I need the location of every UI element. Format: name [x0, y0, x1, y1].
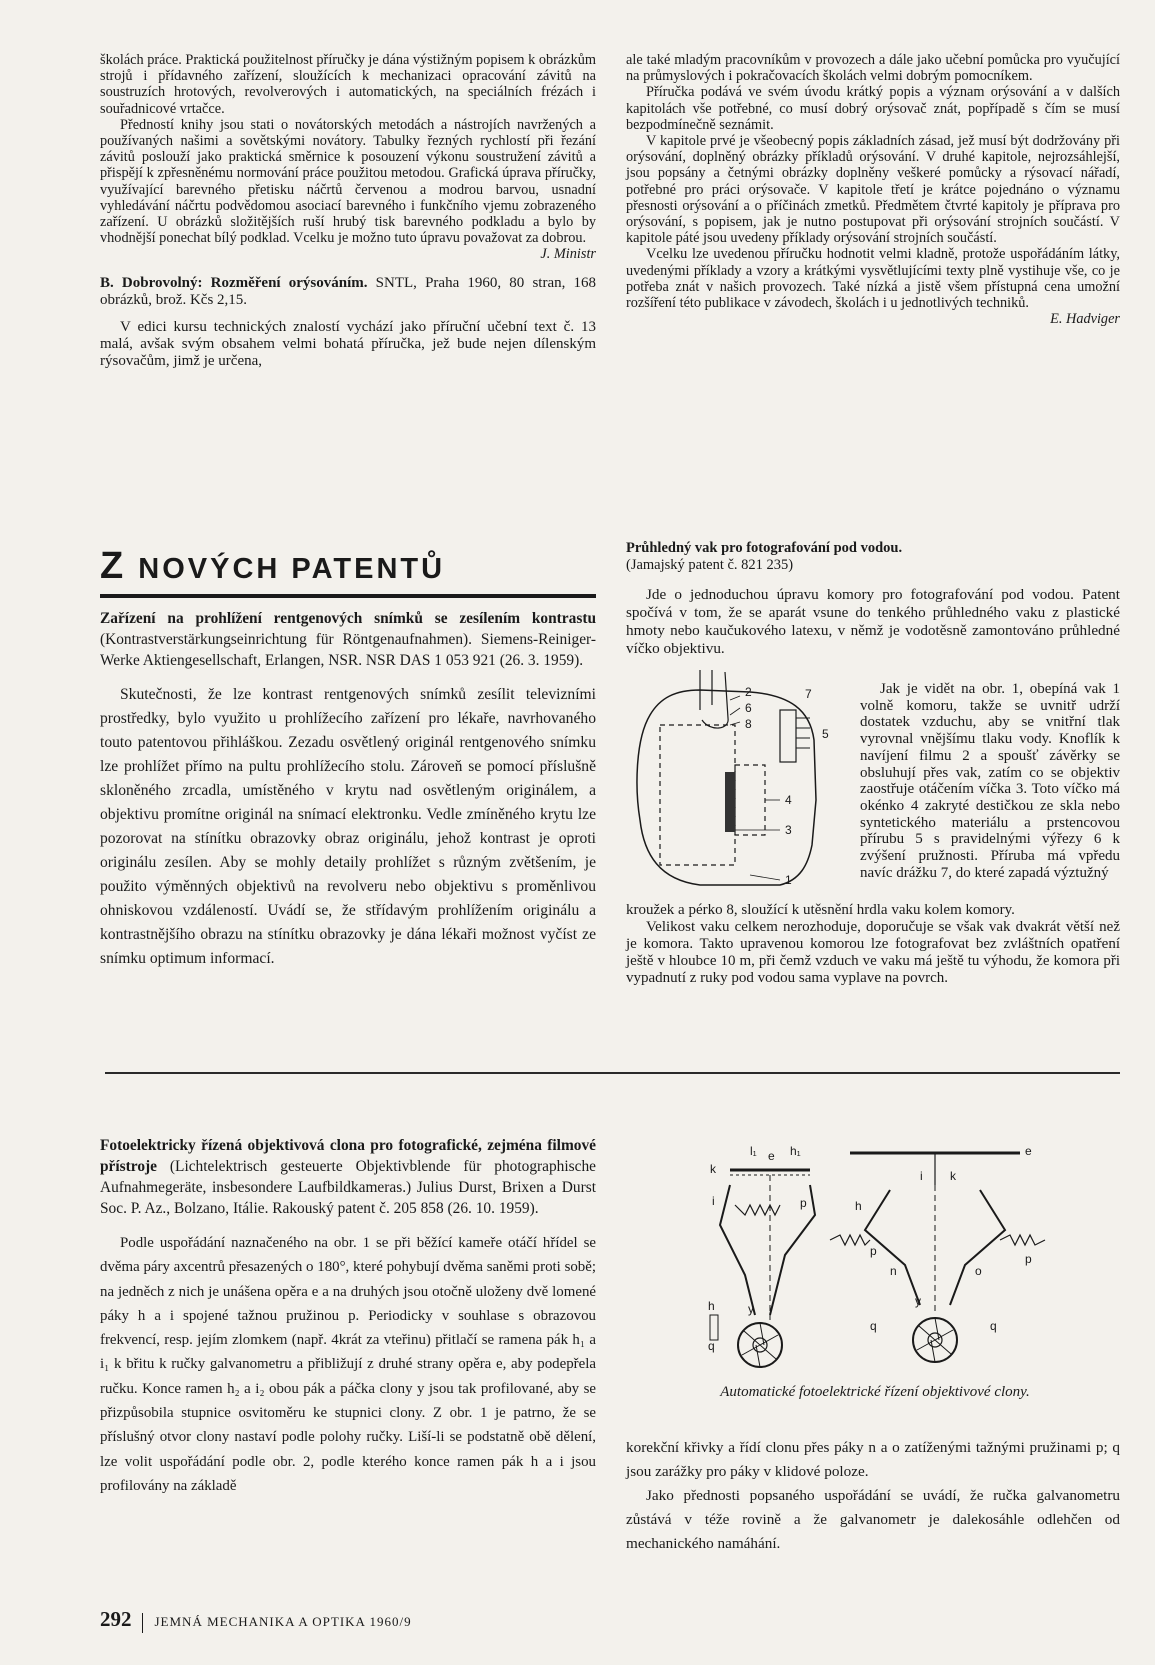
patent-3-right-text: [626, 1436, 1120, 1556]
fig3-label-y: y: [915, 1294, 921, 1308]
figure-caption: Automatické fotoelektrické řízení objektivové clony.: [720, 1384, 1030, 1400]
aperture-mechanism-figure: [690, 1145, 1090, 1370]
hand-sketch: [700, 670, 728, 728]
fig1-label-8: 8: [745, 717, 752, 731]
patent-2-body-1: Jde o jednoduchou úpravu komory pro fotografování pod vodou. Patent spočívá v tom, že se aparát vsune do tenkého průhledného vaku z plastické hmoty nebo kaučukového latexu, v němž je vodotěsně zamontováno průhledné víčko objektivu.: [626, 586, 1120, 657]
patent-2: [626, 540, 1120, 658]
patent-1-body: Skutečnosti, že lze kontrast rentgenových snímků zesílit televizními prostředky, bylo využito u prohlížecího zařízení pro lékaře, navrhovaného touto patentovou přihláškou. Zezadu osvětlený originál rentgenového snímku lze prohlížet přímo na pultu prohlížecího stolu. Zároveň se pomocí příslušně skloněného zrcadla, umístěného v krytu nad osvětleným originálem, a objektivu promítne originál na snímací elektronku. Vedle zmíněného krytu lze pozorovat na stínítku obrazovky obraz originálu, jehož kontrast je oproti originálu zesílen. Aby se mohly detaily prohlížet s různým zvětšením, je použito výměnných objektivů na revolveru nebo objektivu s proměnlivou ohniskovou vzdáleností. Uvádí se, že střídavým prohlížením originálu a kontrastnějšího obrazu na stínítku obrazovky je dána lékaři možnost vyčíst ze snímku optimum informací.: [100, 686, 596, 967]
review-2-meta: SNTL, Praha 1960, 80 stran, 168 obrázků, brož. Kčs 2,15.: [100, 274, 597, 308]
patent-2-body-4: Velikost vaku celkem nerozhoduje, doporučuje se však vak dvakrát větší než je komora. Takto upravenou komorou lze fotografovat bez zvláštních opatření ještě v hloubce 10 m, při čemž vzduch ve vaku má ještě tu výhodu, že komora při vypadnutí z ruky pod vodou sama vyplave na povrch.: [626, 919, 1120, 986]
fig1-label-1: 1: [785, 873, 792, 887]
patent-2-title-details: (Jamajský patent č. 821 235): [626, 557, 794, 573]
review-2-author-title: B. Dobrovolný: Rozměření orýsováním.: [100, 274, 368, 291]
patent-3-title-bold: Fotoelektricky řízená objektivová clona pro fotografické, zejména filmové přístroje: [100, 1137, 596, 1175]
patent-3: [100, 1135, 596, 1498]
fig3-label-h: h: [855, 1199, 862, 1213]
fig2-label-h1: h₁: [790, 1145, 801, 1158]
patent-2-side-text: [860, 681, 1120, 881]
review-1-signature: J. Ministr: [540, 246, 596, 263]
review-1-paragraph-2: Předností knihy jsou stati o novátorských metodách a nástrojích navržených a používaných našimi a sovětskými novátory. Tabulky řezných rychlostí při řezání závitů poslouží jako praktická směrnice k posouzení výkonu soustružení závitů a přispějí k zpřesněnému normování práce použitou metodou. Grafická úprava příručky, využívající barevného přetisku náčrtů červenou a modrou barvou, usnadní vyhledávání náčrtu podvědomou asociací barevného i funkčního vjemu zobrazeného zařízení. U obrázků složitějších ruší hrubý tisk barevného podkladu a bylo by vhodnější ponechat bílý podklad. Vcelku je možno tuto úpravu považovat za dobrou.: [100, 116, 596, 247]
fig2-label-i: i: [712, 1194, 715, 1208]
fig2-label-l1: l₁: [750, 1145, 757, 1158]
fig1-label-5: 5: [822, 727, 829, 741]
patent-3-title: [100, 1135, 596, 1219]
fig3-label-p2: p: [1025, 1252, 1032, 1266]
review-2-paragraph-4: V kapitole prvé je všeobecný popis základních zásad, jež musí být dodržovány při orýsování, doplněný obrázky příkladů orýsování. V druhé kapitole, nejrozsáhlejší, jsou popsány a četnými obrázky doplněny veškeré pomůcky a rýsovací nářadí, potřebné pro práci orýsovače. V kapitole třetí je krátce pojednáno o významu přesnosti orýsování a o příčinách zmetků. Předmětem čtvrté kapitoly je příprava pro orýsování, s popisem, jak je nutno postupovat při orýsování strojních součástí. V kapitole páté jsou uvedeny příklady orýsování strojních součástí.: [626, 133, 1120, 247]
fig3-label-k: k: [950, 1169, 956, 1183]
patent-1-title-bold: Zařízení na prohlížení rentgenových snímků se zesílením kontrastu: [100, 610, 596, 627]
section-divider: [105, 1072, 1120, 1074]
fig1-label-6: 6: [745, 701, 752, 715]
camera-body: [660, 725, 735, 865]
section-heading-text: NOVÝCH PATENTŮ: [127, 553, 446, 585]
patent-1-title-details: (Kontrastverstärkungseinrichtung für Röntgenaufnahmen). Siemens-Reiniger-Werke Aktiengesellschaft, Erlangen, NSR. NSR DAS 1 053 921 (26. 3. 1959).: [100, 631, 596, 669]
fig1-label-7: 7: [805, 687, 812, 701]
camera-lens: [735, 765, 765, 835]
review-2-paragraph-5: Vcelku lze uvedenou příručku hodnotit velmi kladně, protože uspořádáním látky, uvedenými příklady a vzory a krátkými vysvětlujícími texty plně vystihuje vše, co je potřeba znát v našich provozech. Také nízká a jistě všem přístupná cena umožní rozšíření této publikace v závodech, školách i u jednotlivých techniků.: [626, 246, 1120, 312]
section-heading: [100, 545, 596, 598]
journal-name: JEMNÁ MECHANIKA A OPTIKA 1960/9: [154, 1614, 412, 1629]
review-2-paragraph-3: Příručka podává ve svém úvodu krátký popis a význam orýsování a v dalších kapitolách vše potřebné, co musí dobrý orýsovač znát, popřípadě s čím se musí bezpodmínečně seznámit.: [626, 84, 1120, 133]
review-2-heading: [100, 275, 596, 309]
review-2-paragraph-2: ale také mladým pracovníkům v provozech a dále jako učební pomůcka pro vyučující na průmyslových i pokračovacích školách velmi dobrým pomocníkem.: [626, 52, 1120, 85]
patent-2-bottom-text: [626, 902, 1120, 987]
fig2-label-k: k: [710, 1162, 716, 1176]
review-2-signature: E. Hadviger: [1050, 311, 1120, 328]
fig2-label-p: p: [800, 1196, 807, 1210]
patent-2-body-3: kroužek a pérko 8, sloužící k utěsnění hrdla vaku kolem komory.: [626, 902, 1015, 918]
page-footer: [100, 1607, 412, 1633]
review-2-paragraph-1: V edici kursu technických znalostí vychází jako příruční učební text č. 13 malá, avšak svým obsahem velmi bohatá příručka, jež bude nejen dílenským rýsovačům, jimž je určena,: [100, 318, 596, 369]
fig3-label-p: p: [870, 1244, 877, 1258]
patent-3-body-1: Podle uspořádání naznačeného na obr. 1 se při běžící kameře otáčí hřídel se dvěma páry axcentrů přesazených o 180°, které pohybují dvěma saněmi proti sobě; na jedněch z nich je unášena opěra e a na druhých jsou otočně uloženy dvě lomené páky h a i spojené tažnou pružinou p. Periodicky v souhlase s obrazovou frekvencí, resp. jejím zlomkem (např. 4krát za vteřinu) přitlačí se ramena pák h₁ a i₁ k břitu k ručky galvanometru a přibližují z druhé strany opěra e, aby podepřela ručku. Konce ramen h₂ a i₂ obou pák a páčka clony y jsou tak profilované, aby se přizpůsobila stupnice osvitoměru ke stupnici clony. Z obr. 1 je patrno, že se příslušný otvor clony nastaví podle polohy ručky. Liší-li se podstatně obě dělení, lze volit uspořádání podle obr. 2, podle kterého konce ramen pák h a i jsou profilovány na základě: [100, 1235, 596, 1494]
flange-detail: [780, 710, 796, 762]
underwater-bag-figure: [630, 670, 860, 895]
section-heading-initial: Z: [100, 545, 128, 587]
patent-2-body-2: Jak je vidět na obr. 1, obepíná vak 1 volně komoru, takže se uvnitř udrží dostatek vzduchu, aby se vnitřní tlak vyrovnal vnějšímu tlaku vody. Knoflík k navíjení filmu 2 a spoušť závěrky se obsluhují přes vak, zatím co se objektiv zaostřuje otáčením víčka 3. Toto víčko má okénko 4 zakryté destičkou ze skla nebo syntetického materiálu a prstencovou přírubu 5 s pravidelnými výřezy 6 k zvýšení pružnosti. Příruba má vpředu navíc drážku 7, do které zapadá výztužný: [860, 681, 1120, 881]
patent-2-title: [626, 540, 1120, 574]
fig3-label-n: n: [890, 1264, 897, 1278]
fig3-label-o: o: [975, 1264, 982, 1278]
fig2-label-y: y: [748, 1302, 754, 1316]
fig2-label-h: h: [708, 1299, 715, 1313]
fig3-label-i: i: [920, 1169, 923, 1183]
review-2-column: [626, 52, 1120, 327]
review-1-column: [100, 52, 596, 370]
fig3-label-q2: q: [990, 1319, 997, 1333]
fig1-label-2: 2: [745, 685, 752, 699]
fig3-label-e: e: [1025, 1145, 1032, 1158]
review-1-paragraph-1: školách práce. Praktická použitelnost příručky je dána výstižným popisem k obrázkům strojů i přídavného zařízení, sloužících k mechanizaci opracování závitů na soustruzích hrotových, revolverových i automatických, na speciálních frézách i souřadnicové vrtačce.: [100, 52, 596, 117]
fig1-label-4: 4: [785, 793, 792, 807]
fig2-label-e: e: [768, 1149, 775, 1163]
footer-divider: [142, 1613, 143, 1633]
patent-1: [100, 608, 596, 971]
fig3-label-q: q: [870, 1319, 877, 1333]
patent-3-title-details: (Lichtelektrisch gesteuerte Objektivblende für photographische Aufnahmegeräte, insbesondere Laufbildkameras.) Julius Durst, Brixen a Durst Soc. P. Az., Bolzano, Itálie. Rakouský patent č. 205 858 (26. 10. 1959).: [100, 1158, 596, 1217]
patent-3-body-2: korekční křivky a řídí clonu přes páky n a o zatíženými tažnými pružinami p; q jsou zarážky pro páky v klidové poloze.: [626, 1439, 1120, 1480]
patent-2-title-bold: Průhledný vak pro fotografování pod vodou.: [626, 540, 903, 556]
patent-3-body-3: Jako přednosti popsaného uspořádání se uvádí, že ručka galvanometru zůstává v téže rovině a že galvanometr je dalekosáhle odlehčen od mechanického namáhání.: [626, 1487, 1120, 1552]
fig1-label-3: 3: [785, 823, 792, 837]
patent-1-title: [100, 608, 596, 671]
page-number: 292: [100, 1607, 132, 1631]
mechanism-obr-2: [830, 1153, 1045, 1362]
lid-window: [725, 772, 735, 832]
fig2-label-q: q: [708, 1339, 715, 1353]
